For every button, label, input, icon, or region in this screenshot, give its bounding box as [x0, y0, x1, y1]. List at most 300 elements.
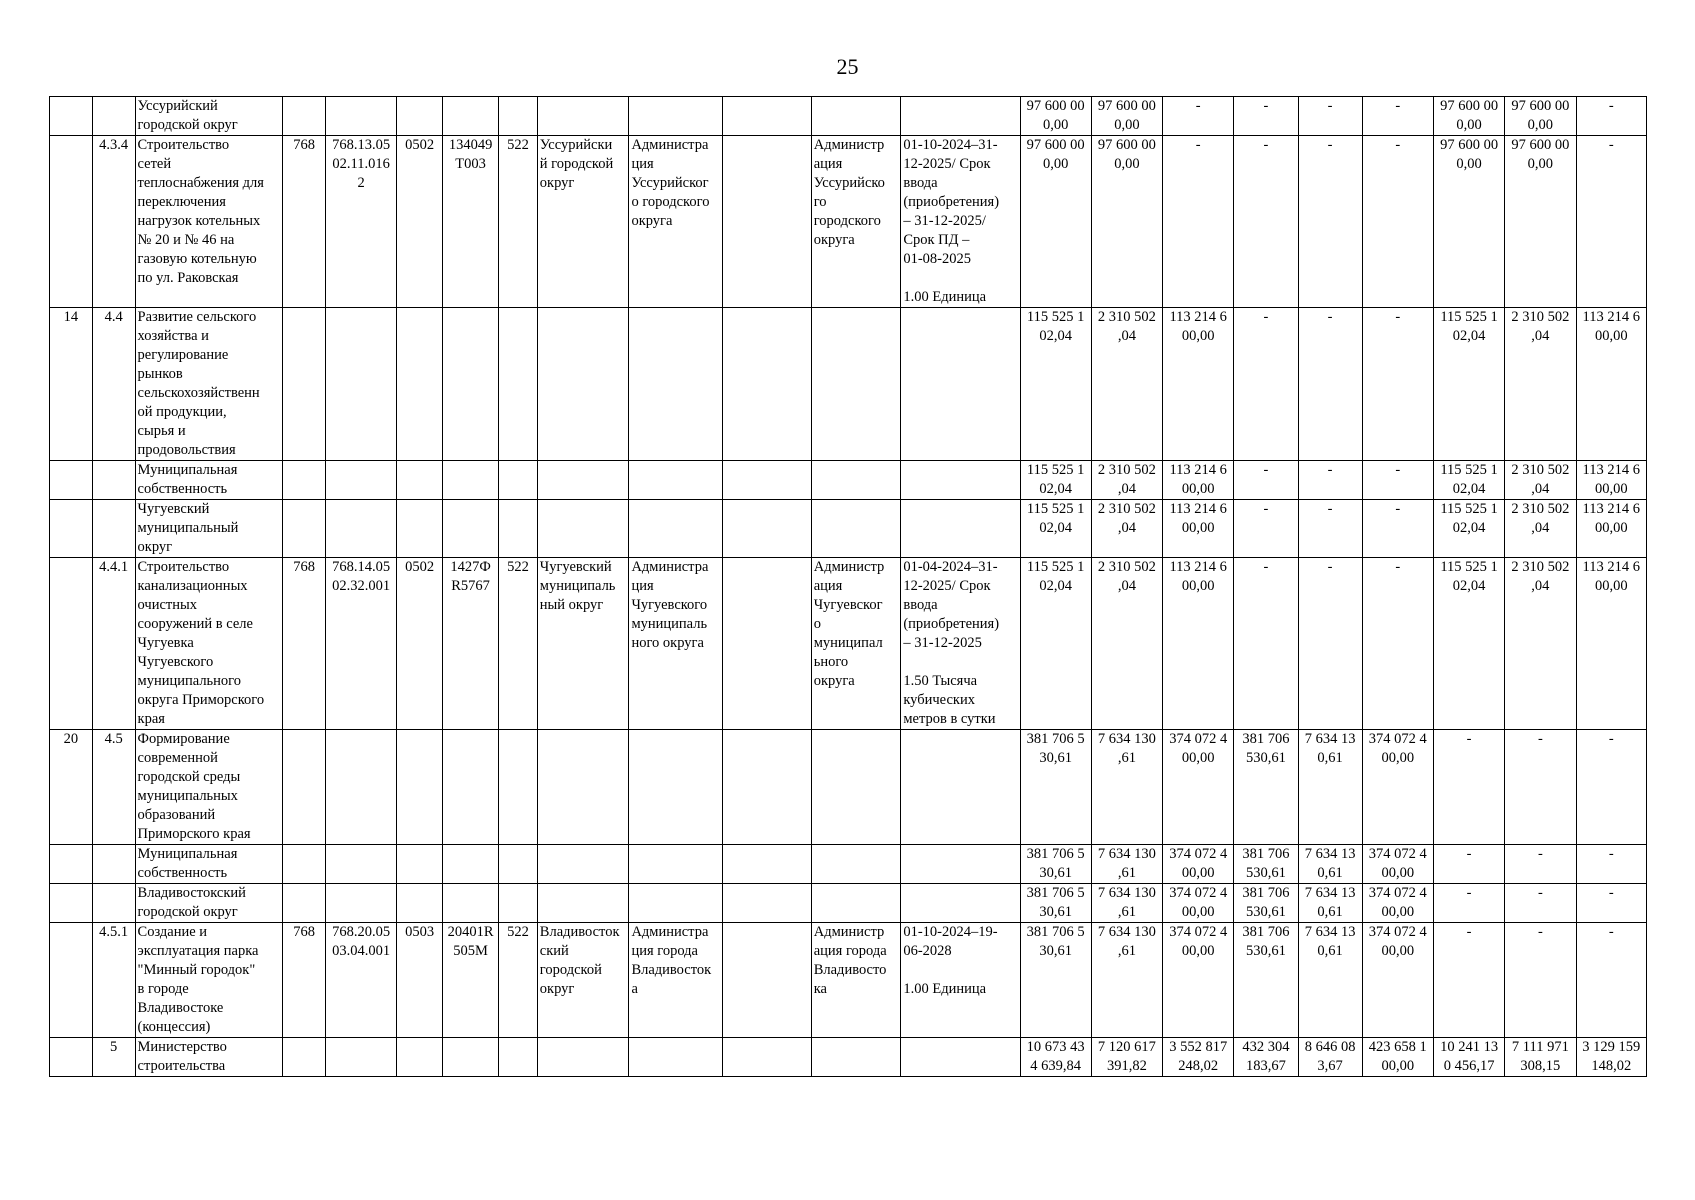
- table-cell: [1163, 500, 1234, 558]
- cell-text: -: [1466, 731, 1472, 747]
- table-cell: [723, 136, 812, 308]
- table-cell: [1234, 923, 1298, 1038]
- cell-text: 10 673 43 4 639,84: [1026, 1039, 1085, 1074]
- table-cell: [901, 558, 1020, 730]
- table-cell: [1020, 730, 1091, 845]
- table-cell: [1298, 923, 1362, 1038]
- cell-text: Администра ция Уссурийског о городского округа: [631, 137, 710, 229]
- table-cell: [283, 461, 326, 500]
- table-cell: [325, 97, 396, 136]
- table-cell: [283, 845, 326, 884]
- table-cell: [811, 884, 901, 923]
- cell-text: 381 706 530,61: [1242, 846, 1290, 881]
- table-cell: [1505, 845, 1576, 884]
- table-cell: [1091, 923, 1162, 1038]
- cell-text: Чугуевский муниципаль ный округ: [539, 559, 616, 613]
- cell-text: 7 634 130 ,61: [1097, 846, 1156, 881]
- table-cell: [537, 558, 629, 730]
- table-cell: [443, 845, 499, 884]
- table-cell: [811, 558, 901, 730]
- cell-text: 1427Ф R5767: [450, 559, 491, 594]
- table-cell: [283, 730, 326, 845]
- cell-text: 14: [63, 309, 79, 325]
- table-cell: [1576, 845, 1647, 884]
- cell-text: 0503: [405, 924, 435, 940]
- cell-text: 97 600 00 0,00: [1440, 137, 1499, 172]
- table-cell: [325, 923, 396, 1038]
- cell-text: 381 706 5 30,61: [1026, 885, 1085, 920]
- cell-text: -: [1608, 731, 1614, 747]
- table-cell: [283, 308, 326, 461]
- table-cell: [723, 461, 812, 500]
- cell-text: 5: [110, 1039, 118, 1055]
- table-cell: [537, 461, 629, 500]
- table-cell: [1576, 461, 1647, 500]
- table-cell: [499, 558, 538, 730]
- table-cell: [283, 1038, 326, 1077]
- table-row: [50, 730, 1647, 845]
- table-cell: [499, 1038, 538, 1077]
- table-cell: [1020, 461, 1091, 500]
- table-cell: [397, 461, 443, 500]
- table-cell: [811, 500, 901, 558]
- cell-text: 768: [293, 924, 315, 940]
- cell-text: Развитие сельского хозяйства и регулирование рынков сельскохозяйственн ой продукции, сырья и продовольствия: [137, 309, 260, 458]
- table-cell: [901, 97, 1020, 136]
- cell-text: -: [1195, 137, 1201, 153]
- table-cell: [443, 1038, 499, 1077]
- cell-text: 20401R 505М: [447, 924, 494, 959]
- cell-text: 4.4: [104, 309, 123, 325]
- cell-text: 768.20.05 03.04.001: [332, 924, 391, 959]
- cell-text: 97 600 00 0,00: [1097, 98, 1156, 133]
- cell-text: 381 706 5 30,61: [1026, 924, 1085, 959]
- cell-text: Муниципальная собственность: [137, 846, 238, 881]
- cell-text: Владивосток ский городской округ: [539, 924, 620, 997]
- cell-text: -: [1537, 731, 1543, 747]
- cell-text: 113 214 6 00,00: [1582, 309, 1640, 344]
- cell-text: 97 600 00 0,00: [1440, 98, 1499, 133]
- table-cell: [1505, 1038, 1576, 1077]
- cell-text: Администр ация Чугуевског о муниципал ьного округа: [813, 559, 885, 689]
- table-cell: [723, 884, 812, 923]
- cell-text: -: [1608, 137, 1614, 153]
- table-cell: [1576, 308, 1647, 461]
- cell-text: -: [1263, 501, 1269, 517]
- cell-text: -: [1263, 98, 1269, 114]
- table-cell: [325, 558, 396, 730]
- table-cell: [537, 923, 629, 1038]
- table-cell: [723, 558, 812, 730]
- table-cell: [901, 884, 1020, 923]
- cell-text: 10 241 13 0 456,17: [1440, 1039, 1499, 1074]
- table-cell: [1433, 845, 1504, 884]
- table-cell: [1433, 461, 1504, 500]
- table-cell: [1298, 461, 1362, 500]
- table-cell: [723, 730, 812, 845]
- cell-text: -: [1608, 846, 1614, 862]
- cell-text: -: [1263, 137, 1269, 153]
- table-cell: [537, 97, 629, 136]
- table-cell: [443, 923, 499, 1038]
- table-cell: [1234, 1038, 1298, 1077]
- cell-text: 7 634 130 ,61: [1097, 924, 1156, 959]
- cell-text: 7 634 13 0,61: [1304, 731, 1356, 766]
- table-cell: [397, 97, 443, 136]
- cell-text: 2 310 502 ,04: [1097, 309, 1156, 344]
- table-cell: [499, 97, 538, 136]
- table-cell: [1163, 1038, 1234, 1077]
- cell-text: 113 214 6 00,00: [1169, 462, 1227, 497]
- table-cell: [1020, 884, 1091, 923]
- table-cell: [443, 308, 499, 461]
- cell-text: Уссурийский городской округ: [137, 98, 238, 133]
- table-cell: [1163, 845, 1234, 884]
- table-cell: [1298, 730, 1362, 845]
- cell-text: -: [1608, 924, 1614, 940]
- table-cell: [1433, 730, 1504, 845]
- cell-text: Администр ация Уссурийско го городского округа: [813, 137, 885, 248]
- table-cell: [1576, 97, 1647, 136]
- table-cell: [537, 884, 629, 923]
- table-cell: [92, 308, 135, 461]
- cell-text: -: [1327, 309, 1333, 325]
- cell-text: 7 634 130 ,61: [1097, 731, 1156, 766]
- table-row: [50, 97, 1647, 136]
- table-cell: [901, 136, 1020, 308]
- cell-text: -: [1395, 137, 1401, 153]
- table-cell: [1091, 136, 1162, 308]
- cell-text: -: [1395, 501, 1401, 517]
- table-cell: [629, 923, 723, 1038]
- table-cell: [1362, 884, 1433, 923]
- table-cell: [1576, 923, 1647, 1038]
- table-cell: [901, 845, 1020, 884]
- cell-text: 2 310 502 ,04: [1511, 559, 1570, 594]
- cell-text: 113 214 6 00,00: [1582, 559, 1640, 594]
- cell-text: 2 310 502 ,04: [1097, 559, 1156, 594]
- table-cell: [135, 1038, 283, 1077]
- table-cell: [629, 884, 723, 923]
- cell-text: Администр ация города Владивосто ка: [813, 924, 887, 997]
- table-cell: [629, 308, 723, 461]
- cell-text: 374 072 4 00,00: [1169, 846, 1228, 881]
- cell-text: 4.5.1: [99, 924, 129, 940]
- table-cell: [1576, 500, 1647, 558]
- cell-text: 374 072 4 00,00: [1169, 885, 1228, 920]
- table-cell: [1234, 461, 1298, 500]
- table-cell: [723, 923, 812, 1038]
- cell-text: 3 552 817 248,02: [1169, 1039, 1228, 1074]
- table-cell: [537, 308, 629, 461]
- cell-text: 7 634 13 0,61: [1304, 846, 1356, 881]
- table-cell: [325, 136, 396, 308]
- table-cell: [92, 923, 135, 1038]
- table-cell: [499, 308, 538, 461]
- cell-text: -: [1537, 924, 1543, 940]
- table-cell: [325, 308, 396, 461]
- table-cell: [135, 136, 283, 308]
- table-cell: [723, 97, 812, 136]
- cell-text: 8 646 08 3,67: [1304, 1039, 1356, 1074]
- table-cell: [1020, 136, 1091, 308]
- table-cell: [397, 845, 443, 884]
- cell-text: 115 525 1 02,04: [1026, 559, 1085, 594]
- cell-text: Администра ция Чугуевского муниципаль ного округа: [631, 559, 709, 651]
- table-cell: [901, 461, 1020, 500]
- cell-text: 381 706 530,61: [1242, 885, 1290, 920]
- table-cell: [629, 461, 723, 500]
- cell-text: 522: [507, 924, 529, 940]
- table-cell: [1020, 97, 1091, 136]
- table-cell: [1362, 461, 1433, 500]
- table-cell: [50, 884, 93, 923]
- cell-text: -: [1263, 309, 1269, 325]
- table-cell: [1362, 730, 1433, 845]
- cell-text: 374 072 4 00,00: [1368, 846, 1427, 881]
- cell-text: 7 634 130 ,61: [1097, 885, 1156, 920]
- table-cell: [1433, 923, 1504, 1038]
- table-cell: [811, 308, 901, 461]
- table-cell: [1362, 97, 1433, 136]
- cell-text: -: [1466, 846, 1472, 862]
- table-cell: [1091, 97, 1162, 136]
- table-cell: [1020, 558, 1091, 730]
- cell-text: 01-10-2024–31- 12-2025/ Срок ввода (приобретения) – 31-12-2025/ Срок ПД – 01-08-2025 1.00 Единица: [903, 137, 1000, 305]
- table-cell: [1091, 884, 1162, 923]
- table-cell: [50, 461, 93, 500]
- table-cell: [629, 500, 723, 558]
- cell-text: 115 525 1 02,04: [1026, 501, 1085, 536]
- table-cell: [537, 730, 629, 845]
- table-cell: [1091, 845, 1162, 884]
- cell-text: 374 072 4 00,00: [1368, 731, 1427, 766]
- table-cell: [92, 558, 135, 730]
- cell-text: 115 525 1 02,04: [1440, 559, 1498, 594]
- table-row: [50, 884, 1647, 923]
- table-cell: [1433, 558, 1504, 730]
- table-cell: [325, 884, 396, 923]
- cell-text: 20: [63, 731, 79, 747]
- table-cell: [723, 845, 812, 884]
- cell-text: Уссурийски й городской округ: [539, 137, 614, 191]
- cell-text: 381 706 530,61: [1242, 731, 1290, 766]
- table-cell: [1234, 558, 1298, 730]
- table-cell: [283, 97, 326, 136]
- table-cell: [135, 558, 283, 730]
- cell-text: 0502: [405, 137, 435, 153]
- table-cell: [811, 845, 901, 884]
- table-cell: [1234, 308, 1298, 461]
- table-cell: [283, 923, 326, 1038]
- table-cell: [1234, 136, 1298, 308]
- cell-text: -: [1195, 98, 1201, 114]
- cell-text: Владивостокский городской округ: [137, 885, 246, 920]
- table-cell: [397, 500, 443, 558]
- cell-text: 768.14.05 02.32.001: [332, 559, 391, 594]
- table-cell: [50, 136, 93, 308]
- table-cell: [397, 730, 443, 845]
- cell-text: 115 525 1 02,04: [1440, 501, 1498, 536]
- table-cell: [283, 558, 326, 730]
- table-cell: [1298, 1038, 1362, 1077]
- table-cell: [1362, 558, 1433, 730]
- table-cell: [1505, 136, 1576, 308]
- table-cell: [325, 845, 396, 884]
- cell-text: 7 634 13 0,61: [1304, 924, 1356, 959]
- table-cell: [723, 308, 812, 461]
- table-cell: [50, 97, 93, 136]
- table-cell: [1298, 558, 1362, 730]
- cell-text: 4.3.4: [99, 137, 129, 153]
- cell-text: -: [1466, 885, 1472, 901]
- cell-text: 97 600 00 0,00: [1026, 98, 1085, 133]
- table-cell: [92, 97, 135, 136]
- table-cell: [50, 923, 93, 1038]
- table-row: [50, 461, 1647, 500]
- cell-text: Строительство сетей теплоснабжения для переключения нагрузок котельных № 20 и № 46 на газовую котельную по ул. Раковская: [137, 137, 264, 286]
- table-cell: [283, 500, 326, 558]
- cell-text: 4.4.1: [99, 559, 129, 575]
- table-cell: [629, 1038, 723, 1077]
- table-cell: [499, 136, 538, 308]
- cell-text: -: [1395, 98, 1401, 114]
- table-cell: [1433, 97, 1504, 136]
- table-cell: [443, 136, 499, 308]
- table-cell: [92, 1038, 135, 1077]
- table-cell: [397, 923, 443, 1038]
- table-cell: [1505, 308, 1576, 461]
- table-cell: [397, 884, 443, 923]
- table-cell: [1298, 136, 1362, 308]
- table-cell: [135, 923, 283, 1038]
- table-cell: [92, 884, 135, 923]
- table-cell: [325, 730, 396, 845]
- cell-text: 522: [507, 137, 529, 153]
- cell-text: Муниципальная собственность: [137, 462, 238, 497]
- table-cell: [92, 461, 135, 500]
- table-cell: [443, 558, 499, 730]
- table-cell: [1505, 730, 1576, 845]
- table-cell: [1020, 1038, 1091, 1077]
- cell-text: -: [1327, 98, 1333, 114]
- table-cell: [325, 461, 396, 500]
- cell-text: -: [1263, 462, 1269, 478]
- table-cell: [443, 500, 499, 558]
- table-cell: [1234, 500, 1298, 558]
- table-cell: [397, 308, 443, 461]
- cell-text: 3 129 159 148,02: [1582, 1039, 1641, 1074]
- table-cell: [1576, 1038, 1647, 1077]
- table-cell: [537, 1038, 629, 1077]
- cell-text: -: [1395, 559, 1401, 575]
- table-cell: [537, 500, 629, 558]
- table-cell: [1234, 845, 1298, 884]
- table-cell: [1091, 308, 1162, 461]
- table-cell: [537, 136, 629, 308]
- table-cell: [629, 97, 723, 136]
- table-cell: [901, 500, 1020, 558]
- cell-text: 115 525 1 02,04: [1440, 462, 1498, 497]
- table-cell: [1163, 97, 1234, 136]
- table-cell: [397, 558, 443, 730]
- cell-text: 381 706 5 30,61: [1026, 846, 1085, 881]
- cell-text: -: [1327, 559, 1333, 575]
- table-cell: [1163, 923, 1234, 1038]
- cell-text: 134049 Т003: [448, 137, 493, 172]
- table-cell: [1091, 730, 1162, 845]
- cell-text: -: [1395, 309, 1401, 325]
- table-cell: [1433, 136, 1504, 308]
- table-cell: [135, 97, 283, 136]
- table-row: [50, 845, 1647, 884]
- table-cell: [901, 730, 1020, 845]
- table-cell: [1163, 308, 1234, 461]
- table-cell: [1362, 923, 1433, 1038]
- table-cell: [1234, 97, 1298, 136]
- table-cell: [1163, 461, 1234, 500]
- table-row: [50, 558, 1647, 730]
- cell-text: -: [1537, 885, 1543, 901]
- cell-text: Министерство строительства: [137, 1039, 227, 1074]
- table-cell: [1020, 845, 1091, 884]
- table-cell: [135, 308, 283, 461]
- table-cell: [499, 923, 538, 1038]
- table-cell: [811, 1038, 901, 1077]
- cell-text: 432 304 183,67: [1242, 1039, 1290, 1074]
- cell-text: Администра ция города Владивосток а: [631, 924, 712, 997]
- table-cell: [499, 730, 538, 845]
- cell-text: 374 072 4 00,00: [1169, 924, 1228, 959]
- cell-text: 113 214 6 00,00: [1169, 559, 1227, 594]
- cell-text: 115 525 1 02,04: [1440, 309, 1498, 344]
- cell-text: -: [1327, 137, 1333, 153]
- cell-text: 01-10-2024–19- 06-2028 1.00 Единица: [903, 924, 998, 997]
- table-cell: [1020, 923, 1091, 1038]
- table-cell: [1234, 884, 1298, 923]
- cell-text: Создание и эксплуатация парка "Минный городок" в городе Владивостоке (концессия): [137, 924, 259, 1035]
- table-cell: [92, 136, 135, 308]
- table-cell: [811, 136, 901, 308]
- table-cell: [811, 923, 901, 1038]
- table-cell: [50, 1038, 93, 1077]
- cell-text: 97 600 00 0,00: [1511, 137, 1570, 172]
- table-cell: [811, 97, 901, 136]
- table-cell: [1163, 136, 1234, 308]
- cell-text: 522: [507, 559, 529, 575]
- table-cell: [50, 308, 93, 461]
- table-cell: [1362, 1038, 1433, 1077]
- table-body: [50, 97, 1647, 1077]
- table-cell: [723, 1038, 812, 1077]
- cell-text: 381 706 530,61: [1242, 924, 1290, 959]
- cell-text: 4.5: [104, 731, 123, 747]
- table-cell: [1362, 500, 1433, 558]
- table-cell: [50, 500, 93, 558]
- table-cell: [1020, 308, 1091, 461]
- cell-text: 2 310 502 ,04: [1511, 501, 1570, 536]
- table-cell: [499, 461, 538, 500]
- cell-text: 423 658 1 00,00: [1368, 1039, 1427, 1074]
- table-cell: [1091, 1038, 1162, 1077]
- table-cell: [723, 500, 812, 558]
- cell-text: 115 525 1 02,04: [1026, 309, 1085, 344]
- table-cell: [397, 1038, 443, 1077]
- table-cell: [92, 845, 135, 884]
- table-cell: [92, 500, 135, 558]
- table-cell: [325, 500, 396, 558]
- cell-text: 97 600 00 0,00: [1097, 137, 1156, 172]
